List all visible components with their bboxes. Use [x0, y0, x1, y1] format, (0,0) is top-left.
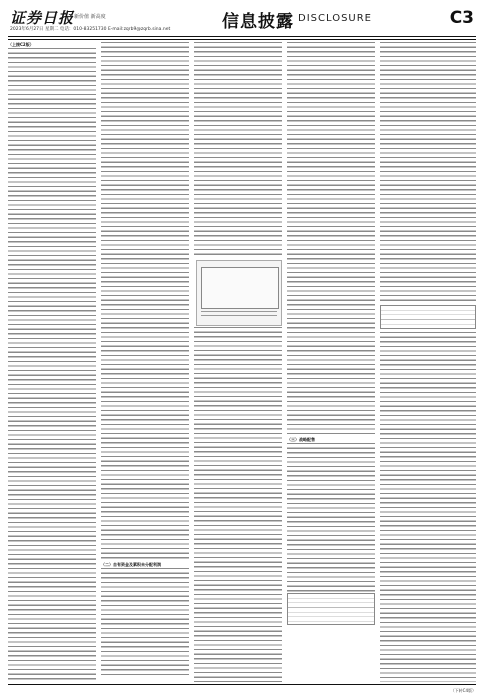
text-column-1 [8, 42, 96, 682]
continued-note: （下转C4版） [450, 688, 476, 693]
text-column-4 [287, 42, 375, 682]
data-table [287, 593, 375, 625]
column-2-heading: （二）自有资金及累积未分配利润 [101, 562, 161, 567]
figure-line [201, 315, 277, 316]
column-5-body [380, 42, 476, 302]
text-column-2 [101, 42, 189, 682]
column-1-body [8, 48, 96, 682]
section-title: 信息披露 [222, 12, 294, 32]
column-5-body-lower [380, 332, 476, 682]
text-column-3 [194, 42, 282, 682]
masthead [8, 6, 476, 36]
footer-rule [8, 684, 476, 685]
logo-subtitle: 新价值 新高度 [74, 14, 106, 20]
newspaper-logo: 证券日报 [10, 9, 75, 27]
column-3-body-lower [194, 327, 282, 682]
text-column-5 [380, 42, 476, 682]
page-number: C3 [449, 8, 474, 28]
section-title-en: DISCLOSURE [298, 13, 372, 24]
figure-box [196, 260, 282, 326]
column-4-body [287, 42, 375, 437]
date-line: 2023年6月27日 星期二 电话：010-83251730 E-mail:zqrb9@zqrb.sina.net [10, 27, 171, 32]
header-rule [8, 36, 476, 37]
column-2-body-lower [101, 568, 189, 678]
column-4-heading: （三）战略配售 [287, 437, 315, 442]
column-4-body-lower [287, 443, 375, 593]
column-2-body [101, 42, 189, 562]
figure-image [201, 267, 279, 309]
column-3-body [194, 42, 282, 257]
figure-line [201, 311, 277, 312]
column-1-head: （上接C2版） [8, 42, 34, 47]
header-rule-thin [8, 39, 476, 40]
data-table-small [380, 305, 476, 329]
